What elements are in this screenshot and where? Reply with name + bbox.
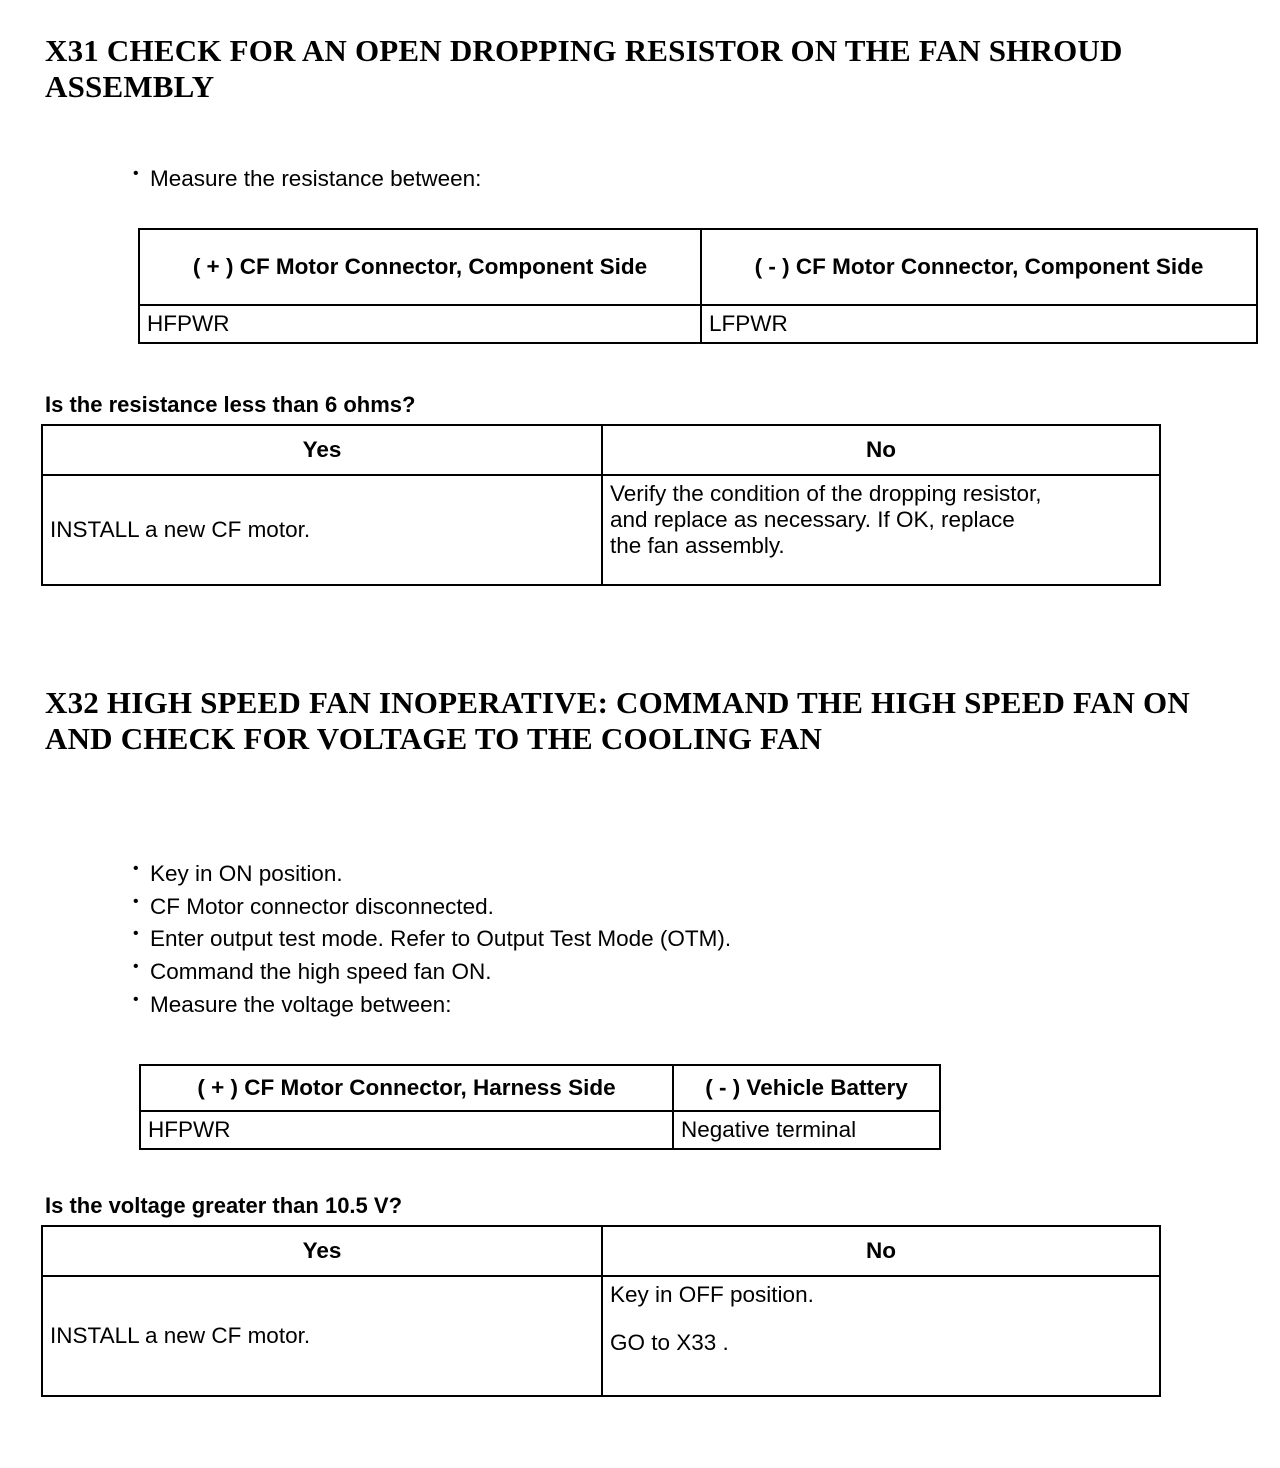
section-title-x31 [45, 33, 1235, 106]
decision-no-line-2: and replace as necessary. If OK, replace [610, 507, 1015, 532]
decision-no-action [602, 475, 1160, 585]
table-row [140, 1065, 940, 1111]
table-row [42, 425, 1160, 475]
decision-no-line-1: Verify the condition of the dropping resistor, [610, 481, 1042, 506]
decision-header-no-2: No [602, 1226, 1160, 1276]
bullet-list-x32 [133, 858, 1183, 1021]
list-item: • Key in ON position. [133, 858, 1183, 891]
decision-no-spacer [610, 1308, 1152, 1330]
table-row [140, 1111, 940, 1149]
table-row [139, 305, 1257, 343]
table-row [42, 1226, 1160, 1276]
decision-yes-action-2: INSTALL a new CF motor. [42, 1276, 602, 1396]
table-row [42, 1276, 1160, 1396]
list-item: • CF Motor connector disconnected. [133, 891, 1183, 924]
table-row [42, 475, 1160, 585]
measure-value-negative-2: Negative terminal [673, 1111, 940, 1149]
question-x32: Is the voltage greater than 10.5 V? [45, 1193, 403, 1218]
decision-header-no: No [602, 425, 1160, 475]
measure-header-negative-2: ( - ) Vehicle Battery [673, 1065, 940, 1111]
measure-header-positive-2: ( + ) CF Motor Connector, Harness Side [140, 1065, 673, 1111]
decision-no-line-3b: GO to X33 . [610, 1330, 729, 1355]
list-item: • Measure the voltage between: [133, 989, 1183, 1022]
measure-table-x32 [139, 1064, 941, 1150]
page-title-2: X32 HIGH SPEED FAN INOPERATIVE: COMMAND THE HIGH SPEED FAN ON AND CHECK FOR VOLTAGE TO THE COOLING FAN [45, 685, 1190, 757]
list-item: • Enter output test mode. Refer to Output Test Mode (OTM). [133, 923, 1183, 956]
measure-header-positive: ( + ) CF Motor Connector, Component Side [139, 229, 701, 305]
section-title-x32 [45, 685, 1240, 758]
measure-header-negative: ( - ) CF Motor Connector, Component Side [701, 229, 1257, 305]
measure-value-positive-2: HFPWR [140, 1111, 673, 1149]
decision-header-yes-2: Yes [42, 1226, 602, 1276]
decision-no-action-2 [602, 1276, 1160, 1396]
measure-value-positive: HFPWR [139, 305, 701, 343]
measure-value-negative: LFPWR [701, 305, 1257, 343]
measure-table-x31 [138, 228, 1258, 344]
list-item: • Measure the resistance between: [133, 163, 1133, 196]
decision-no-line-3: the fan assembly. [610, 533, 785, 558]
question-x31: Is the resistance less than 6 ohms? [45, 392, 416, 417]
decision-yes-action: INSTALL a new CF motor. [42, 475, 602, 585]
decision-table-x31 [41, 424, 1161, 586]
decision-no-line-1b: Key in OFF position. [610, 1282, 814, 1307]
decision-header-yes: Yes [42, 425, 602, 475]
page-title: X31 CHECK FOR AN OPEN DROPPING RESISTOR ON THE FAN SHROUD ASSEMBLY [45, 33, 1123, 105]
table-row [139, 229, 1257, 305]
decision-table-x32 [41, 1225, 1161, 1397]
bullet-list-x31 [133, 163, 1133, 196]
list-item: • Command the high speed fan ON. [133, 956, 1183, 989]
